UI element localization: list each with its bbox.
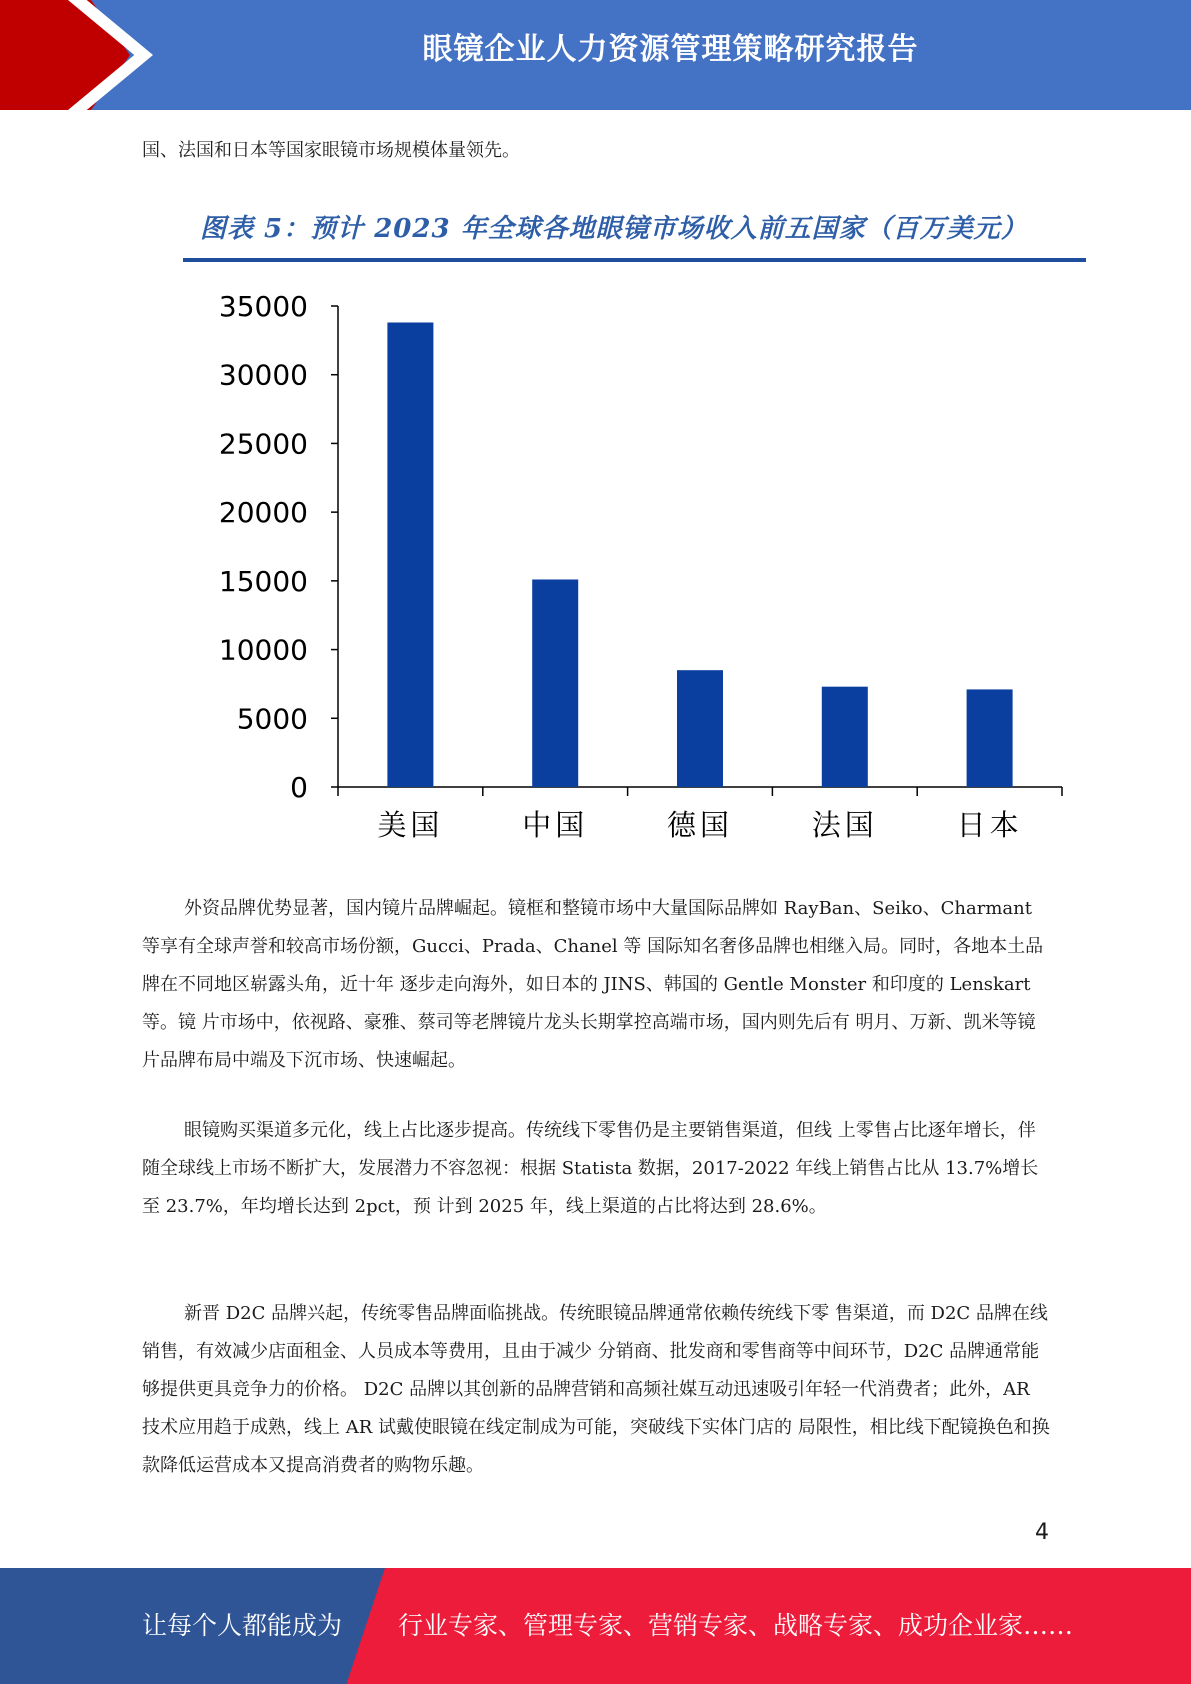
page-footer — [0, 1568, 1191, 1684]
y-tick-label: 20000 — [218, 496, 308, 530]
x-tick-label: 法国 — [811, 808, 878, 842]
figure-divider — [183, 258, 1086, 262]
bar — [532, 579, 578, 787]
header-red-accent — [0, 0, 130, 110]
x-tick-label: 美国 — [377, 808, 444, 842]
y-tick-label: 15000 — [218, 564, 308, 598]
y-tick-label: 10000 — [218, 633, 308, 667]
bar-chart — [200, 280, 1080, 860]
x-tick-label: 中国 — [522, 808, 589, 842]
x-tick-label: 德国 — [666, 808, 734, 842]
paragraph-channels: 眼镜购买渠道多元化，线上占比逐步提高。传统线下零售仍是主要销售渠道，但线 上零售占比逐年增长，伴随全球线上市场不断扩大，发展潜力不容忽视：根据 Statista 数据，2017-2022 年线上销售占比从 13.7%增长至 23.7%，年均增长达到 2pct，预 计到 2025 年，线上渠道的占比将达到 28.6%。 — [142, 1120, 1039, 1217]
footer-slogan-right: 行业专家、管理专家、营销专家、战略专家、成功企业家…… — [398, 1611, 1074, 1640]
y-tick-label: 30000 — [218, 358, 308, 392]
intro-text: 国、法国和日本等国家眼镜市场规模体量领先。 — [142, 140, 520, 161]
page-number: 4 — [1035, 1520, 1049, 1545]
paragraph-d2c: 新晋 D2C 品牌兴起，传统零售品牌面临挑战。传统眼镜品牌通常依赖传统线下零 售渠道，而 D2C 品牌在线销售，有效减少店面租金、人员成本等费用，且由于减少 分销商、批发商和零售商等中间环节，D2C 品牌通常能够提供更具竞争力的价格。 D2C 品牌以其创新的品牌营销和高频社媒互动迅速吸引年轻一代消费者；此外，AR 技术应用趋于成熟，线上 AR 试戴使眼镜在线定制成为可能，突破线下实体门店的 局限性，相比线下配镜换色和换款降低运营成本又提高消费者的购物乐趣。 — [142, 1303, 1050, 1476]
y-tick-label: 5000 — [236, 702, 308, 736]
bar — [822, 687, 868, 787]
bar — [677, 670, 723, 787]
figure-caption: 图表 5：预计 2023 年全球各地眼镜市场收入前五国家（百万美元） — [200, 214, 1028, 244]
y-tick-label: 0 — [290, 771, 308, 804]
paragraph-brands: 外资品牌优势显著，国内镜片品牌崛起。镜框和整镜市场中大量国际品牌如 RayBan、Seiko、Charmant 等享有全球声誉和较高市场份额，Gucci、Prada、Chanel 等 国际知名奢侈品牌也相继入局。同时，各地本土品牌在不同地区崭露头角，近十年 逐步走向海外，如日本的 JINS、韩国的 Gentle Monster 和印度的 Lenskart 等。镜 片市场中，依视路、豪雅、蔡司等老牌镜片龙头长期掌控高端市场，国内则先后有 明月、万新、凯米等镜片品牌布局中端及下沉市场、快速崛起。 — [142, 898, 1044, 1071]
footer-slogan-left: 让每个人都能成为 — [142, 1611, 343, 1640]
y-tick-label: 25000 — [218, 427, 308, 461]
report-title: 眼镜企业人力资源管理策略研究报告 — [422, 32, 919, 67]
y-tick-label: 35000 — [218, 290, 308, 323]
bar — [387, 322, 433, 787]
page-header — [0, 0, 1191, 110]
x-tick-label: 日本 — [956, 808, 1023, 842]
bar — [967, 689, 1013, 787]
